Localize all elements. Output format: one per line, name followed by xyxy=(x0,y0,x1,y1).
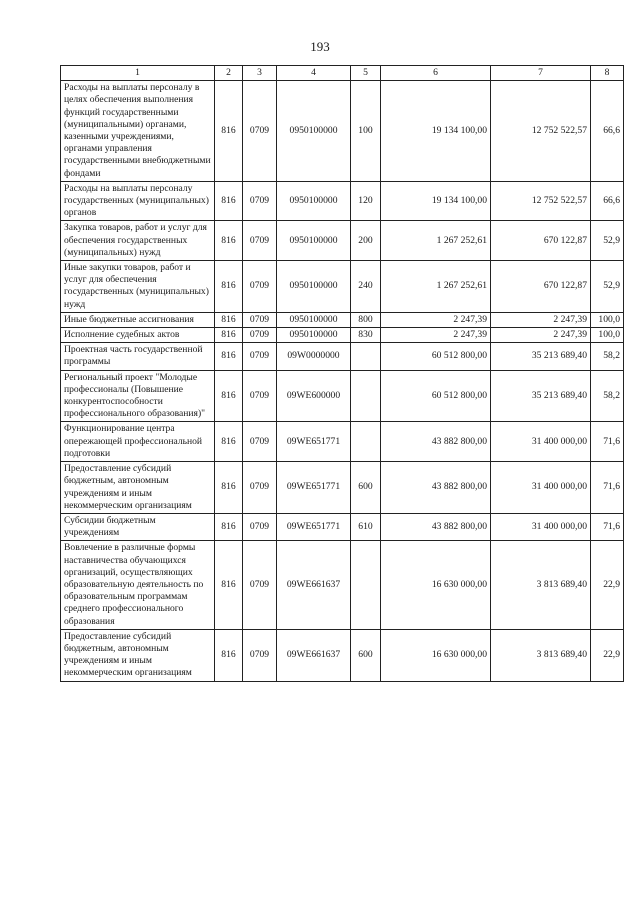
target-article-cell: 09WE600000 xyxy=(277,370,351,422)
column-header: 3 xyxy=(243,66,277,81)
budget-table xyxy=(60,65,624,682)
table-header-row xyxy=(61,66,624,81)
section-code-cell: 0709 xyxy=(243,261,277,313)
expense-name-cell: Закупка товаров, работ и услуг для обеспечения государственных (муниципальных) нужд xyxy=(61,221,215,261)
percent-executed-cell: 58,2 xyxy=(591,370,624,422)
expense-type-cell xyxy=(351,422,381,462)
target-article-cell: 09WE651771 xyxy=(277,513,351,540)
planned-amount-cell: 19 134 100,00 xyxy=(381,81,491,182)
target-article-cell: 0950100000 xyxy=(277,261,351,313)
executed-amount-cell: 35 213 689,40 xyxy=(491,370,591,422)
section-code-cell: 0709 xyxy=(243,629,277,681)
ministry-code-cell: 816 xyxy=(215,541,243,629)
expense-name-cell: Проектная часть государственной программы xyxy=(61,343,215,370)
column-header: 4 xyxy=(277,66,351,81)
ministry-code-cell: 816 xyxy=(215,422,243,462)
ministry-code-cell: 816 xyxy=(215,261,243,313)
target-article-cell: 09WE661637 xyxy=(277,541,351,629)
ministry-code-cell: 816 xyxy=(215,343,243,370)
ministry-code-cell: 816 xyxy=(215,629,243,681)
column-header: 5 xyxy=(351,66,381,81)
percent-executed-cell: 100,0 xyxy=(591,312,624,327)
expense-name-cell: Предоставление субсидий бюджетным, автономным учреждениям и иным некоммерческим организациям xyxy=(61,629,215,681)
section-code-cell: 0709 xyxy=(243,370,277,422)
section-code-cell: 0709 xyxy=(243,343,277,370)
table-row xyxy=(61,422,624,462)
percent-executed-cell: 71,6 xyxy=(591,462,624,514)
expense-type-cell: 100 xyxy=(351,81,381,182)
expense-name-cell: Региональный проект "Молодые профессионалы (Повышение конкурентоспособности профессионального образования)" xyxy=(61,370,215,422)
section-code-cell: 0709 xyxy=(243,328,277,343)
percent-executed-cell: 71,6 xyxy=(591,513,624,540)
target-article-cell: 0950100000 xyxy=(277,81,351,182)
expense-name-cell: Исполнение судебных актов xyxy=(61,328,215,343)
column-header: 2 xyxy=(215,66,243,81)
percent-executed-cell: 66,6 xyxy=(591,81,624,182)
table-row xyxy=(61,261,624,313)
table-row xyxy=(61,513,624,540)
planned-amount-cell: 16 630 000,00 xyxy=(381,541,491,629)
table-row xyxy=(61,629,624,681)
table-row xyxy=(61,462,624,514)
planned-amount-cell: 1 267 252,61 xyxy=(381,221,491,261)
planned-amount-cell: 43 882 800,00 xyxy=(381,422,491,462)
expense-type-cell: 600 xyxy=(351,462,381,514)
section-code-cell: 0709 xyxy=(243,181,277,221)
target-article-cell: 0950100000 xyxy=(277,312,351,327)
planned-amount-cell: 60 512 800,00 xyxy=(381,370,491,422)
target-article-cell: 09WE661637 xyxy=(277,629,351,681)
ministry-code-cell: 816 xyxy=(215,181,243,221)
section-code-cell: 0709 xyxy=(243,513,277,540)
executed-amount-cell: 35 213 689,40 xyxy=(491,343,591,370)
section-code-cell: 0709 xyxy=(243,462,277,514)
expense-name-cell: Функционирование центра опережающей профессиональной подготовки xyxy=(61,422,215,462)
expense-type-cell: 120 xyxy=(351,181,381,221)
table-row xyxy=(61,81,624,182)
ministry-code-cell: 816 xyxy=(215,370,243,422)
page-number: 193 xyxy=(310,39,330,54)
planned-amount-cell: 2 247,39 xyxy=(381,328,491,343)
expense-type-cell: 610 xyxy=(351,513,381,540)
expense-name-cell: Расходы на выплаты персоналу государственных (муниципальных) органов xyxy=(61,181,215,221)
executed-amount-cell: 31 400 000,00 xyxy=(491,462,591,514)
executed-amount-cell: 670 122,87 xyxy=(491,221,591,261)
percent-executed-cell: 22,9 xyxy=(591,629,624,681)
percent-executed-cell: 58,2 xyxy=(591,343,624,370)
percent-executed-cell: 52,9 xyxy=(591,261,624,313)
target-article-cell: 09WE651771 xyxy=(277,422,351,462)
executed-amount-cell: 670 122,87 xyxy=(491,261,591,313)
ministry-code-cell: 816 xyxy=(215,312,243,327)
target-article-cell: 0950100000 xyxy=(277,221,351,261)
expense-name-cell: Иные закупки товаров, работ и услуг для обеспечения государственных (муниципальных) нужд xyxy=(61,261,215,313)
expense-type-cell: 200 xyxy=(351,221,381,261)
percent-executed-cell: 22,9 xyxy=(591,541,624,629)
executed-amount-cell: 3 813 689,40 xyxy=(491,541,591,629)
section-code-cell: 0709 xyxy=(243,221,277,261)
table-row xyxy=(61,181,624,221)
expense-name-cell: Вовлечение в различные формы наставничества обучающихся организаций, осуществляющих образовательную деятельность по образовательным программам среднего профессионального образования xyxy=(61,541,215,629)
table-row xyxy=(61,312,624,327)
percent-executed-cell: 71,6 xyxy=(591,422,624,462)
ministry-code-cell: 816 xyxy=(215,328,243,343)
planned-amount-cell: 1 267 252,61 xyxy=(381,261,491,313)
table-row xyxy=(61,370,624,422)
executed-amount-cell: 12 752 522,57 xyxy=(491,181,591,221)
executed-amount-cell: 31 400 000,00 xyxy=(491,513,591,540)
executed-amount-cell: 12 752 522,57 xyxy=(491,81,591,182)
table-row xyxy=(61,328,624,343)
target-article-cell: 09W0000000 xyxy=(277,343,351,370)
target-article-cell: 09WE651771 xyxy=(277,462,351,514)
section-code-cell: 0709 xyxy=(243,422,277,462)
table-row xyxy=(61,221,624,261)
expense-type-cell xyxy=(351,541,381,629)
executed-amount-cell: 2 247,39 xyxy=(491,328,591,343)
ministry-code-cell: 816 xyxy=(215,221,243,261)
expense-type-cell: 830 xyxy=(351,328,381,343)
ministry-code-cell: 816 xyxy=(215,513,243,540)
planned-amount-cell: 60 512 800,00 xyxy=(381,343,491,370)
executed-amount-cell: 3 813 689,40 xyxy=(491,629,591,681)
ministry-code-cell: 816 xyxy=(215,81,243,182)
planned-amount-cell: 19 134 100,00 xyxy=(381,181,491,221)
target-article-cell: 0950100000 xyxy=(277,328,351,343)
expense-name-cell: Иные бюджетные ассигнования xyxy=(61,312,215,327)
expense-type-cell: 600 xyxy=(351,629,381,681)
table-row xyxy=(61,541,624,629)
percent-executed-cell: 100,0 xyxy=(591,328,624,343)
planned-amount-cell: 43 882 800,00 xyxy=(381,462,491,514)
expense-type-cell: 240 xyxy=(351,261,381,313)
expense-name-cell: Субсидии бюджетным учреждениям xyxy=(61,513,215,540)
table-row xyxy=(61,343,624,370)
expense-type-cell: 800 xyxy=(351,312,381,327)
section-code-cell: 0709 xyxy=(243,81,277,182)
column-header: 8 xyxy=(591,66,624,81)
expense-type-cell xyxy=(351,343,381,370)
planned-amount-cell: 43 882 800,00 xyxy=(381,513,491,540)
section-code-cell: 0709 xyxy=(243,541,277,629)
target-article-cell: 0950100000 xyxy=(277,181,351,221)
percent-executed-cell: 66,6 xyxy=(591,181,624,221)
column-header: 1 xyxy=(61,66,215,81)
expense-name-cell: Предоставление субсидий бюджетным, автономным учреждениям и иным некоммерческим организациям xyxy=(61,462,215,514)
planned-amount-cell: 16 630 000,00 xyxy=(381,629,491,681)
percent-executed-cell: 52,9 xyxy=(591,221,624,261)
expense-name-cell: Расходы на выплаты персоналу в целях обеспечения выполнения функций государственными (муниципальными) органами, казенными учреждениями, органами управления государственными внебюджетными фондами xyxy=(61,81,215,182)
column-header: 6 xyxy=(381,66,491,81)
executed-amount-cell: 2 247,39 xyxy=(491,312,591,327)
executed-amount-cell: 31 400 000,00 xyxy=(491,422,591,462)
section-code-cell: 0709 xyxy=(243,312,277,327)
expense-type-cell xyxy=(351,370,381,422)
planned-amount-cell: 2 247,39 xyxy=(381,312,491,327)
ministry-code-cell: 816 xyxy=(215,462,243,514)
column-header: 7 xyxy=(491,66,591,81)
